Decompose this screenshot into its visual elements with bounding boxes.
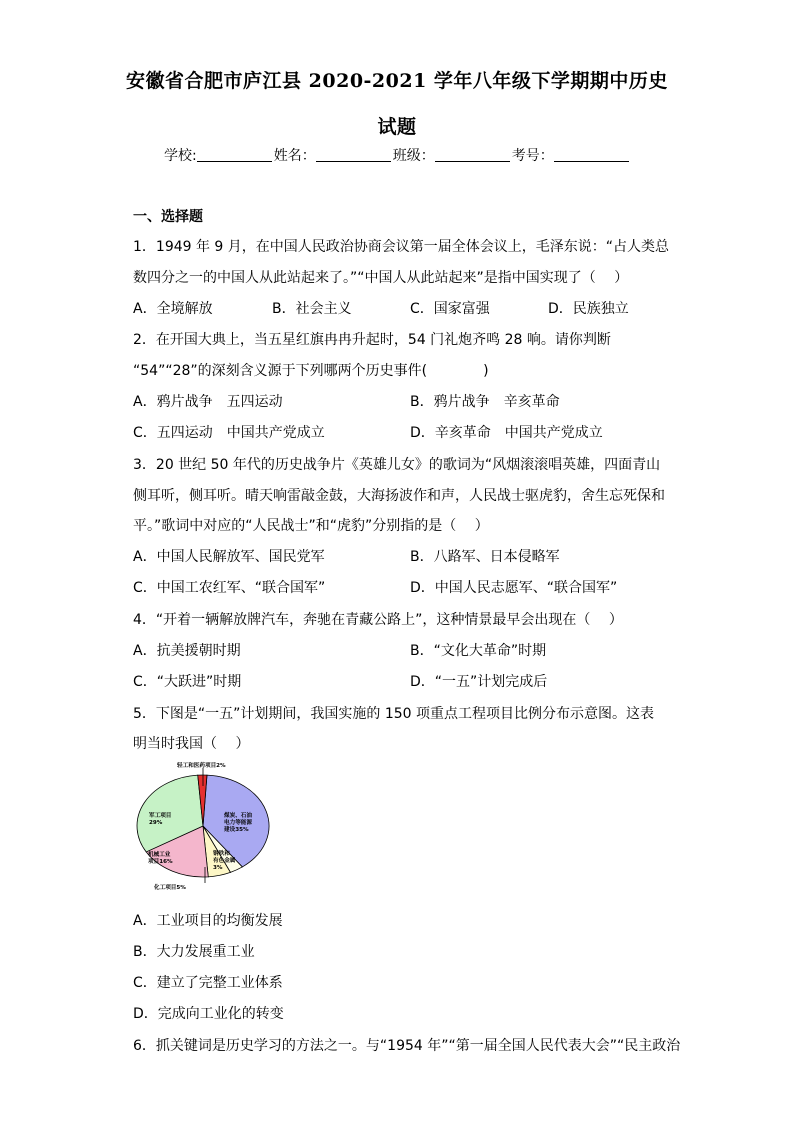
q5-line2: 明当时我国（ ） [133, 736, 250, 752]
q5-option-b[interactable]: B．大力发展重工业 [133, 944, 255, 960]
name-field[interactable] [316, 147, 391, 162]
q3-option-a[interactable]: A．中国人民解放军、国民党军 [133, 549, 325, 565]
q2-option-a[interactable]: A．鸦片战争 五四运动 [133, 394, 283, 410]
school-field[interactable] [197, 147, 272, 162]
class-field[interactable] [435, 147, 510, 162]
q5-line1: 5．下图是“一五”计划期间，我国实施的 150 项重点工程项目比例分布示意图。这表 [133, 706, 655, 722]
label-steel-2: 有色金属 [213, 858, 236, 864]
label-military-2: 29% [149, 820, 163, 826]
section-title: 一、选择题 [133, 209, 203, 225]
number-field[interactable] [554, 147, 629, 162]
label-machinery-2: 项目16% [148, 859, 173, 865]
pie-svg [133, 755, 283, 893]
label-chemical: 化工项目5% [154, 885, 186, 891]
q4-option-b[interactable]: B．“文化大革命”时期 [410, 643, 547, 659]
label-steel-1: 钢铁和 [213, 851, 230, 857]
q4-option-a[interactable]: A．抗美援朝时期 [133, 643, 241, 659]
q3-line3: 平。”歌词中对应的“人民战士”和“虎豹”分别指的是（ ） [133, 518, 489, 534]
q1-option-d[interactable]: D．民族独立 [548, 301, 629, 317]
project-ratio-pie-chart [133, 755, 283, 893]
q2-line1: 2．在开国大典上，当五星红旗冉冉升起时，54 门礼炮齐鸣 28 响。请你判断 [133, 332, 611, 348]
q3-line2: 侧耳听，侧耳听。晴天响雷敲金鼓，大海扬波作和声，人民战士驱虎豹，舍生忘死保和 [133, 488, 665, 504]
label-light-industry: 轻工和医药项目2% [177, 763, 226, 769]
q3-line1: 3．20 世纪 50 年代的历史战争片《英雄儿女》的歌词为“风烟滚滚唱英雄，四面青山 [133, 457, 661, 473]
label-energy-3: 建设35% [224, 827, 249, 833]
q5-option-d[interactable]: D．完成向工业化的转变 [133, 1006, 284, 1022]
q1-option-c[interactable]: C．国家富强 [410, 301, 490, 317]
school-label: 学校: [164, 148, 197, 164]
q4-line1: 4．“开着一辆解放牌汽车，奔驰在青藏公路上”，这种情景最早会出现在（ ） [133, 612, 623, 628]
class-label: 班级： [392, 148, 435, 164]
q4-option-c[interactable]: C．“大跃进”时期 [133, 674, 242, 690]
q2-line2: “54”“28”的深刻含义源于下列哪两个历史事件( ) [133, 363, 489, 379]
q1-line1: 1．1949 年 9 月，在中国人民政治协商会议第一届全体会议上，毛泽东说：“占人类总 [133, 239, 670, 255]
q2-option-c[interactable]: C．五四运动 中国共产党成立 [133, 425, 325, 441]
q1-line2: 数四分之一的中国人从此站起来了。”“中国人从此站起来”是指中国实现了（ ） [133, 270, 629, 286]
q2-option-b[interactable]: B．鸦片战争 辛亥革命 [410, 394, 560, 410]
q2-option-d[interactable]: D．辛亥革命 中国共产党成立 [410, 425, 603, 441]
label-energy-1: 煤炭、石油 [224, 813, 252, 819]
label-military-1: 军工项目 [149, 813, 172, 819]
q4-option-d[interactable]: D．“一五”计划完成后 [410, 674, 548, 690]
number-label: 考号： [511, 148, 554, 164]
q5-option-c[interactable]: C．建立了完整工业体系 [133, 975, 283, 991]
q3-option-d[interactable]: D．中国人民志愿军、“联合国军” [410, 580, 618, 596]
label-energy-2: 电力等能源 [224, 820, 252, 826]
q3-option-c[interactable]: C．中国工农红军、“联合国军” [133, 580, 326, 596]
q1-option-a[interactable]: A．全境解放 [133, 301, 213, 317]
page-title: 安徽省合肥市庐江县 2020-2021 学年八年级下学期期中历史 [126, 70, 668, 92]
label-machinery-1: 机械工业 [148, 852, 171, 858]
name-label: 姓名： [273, 148, 316, 164]
student-info-row [164, 145, 631, 165]
q3-option-b[interactable]: B．八路军、日本侵略军 [410, 549, 560, 565]
q5-option-a[interactable]: A．工业项目的均衡发展 [133, 913, 283, 929]
label-steel-3: 3% [213, 865, 223, 871]
q6-line1: 6．抓关键词是历史学习的方法之一。与“1954 年”“第一届全国人民代表大会”“民主政治 [133, 1038, 681, 1054]
page-title-line2: 试题 [377, 116, 417, 138]
q1-option-b[interactable]: B．社会主义 [272, 301, 352, 317]
